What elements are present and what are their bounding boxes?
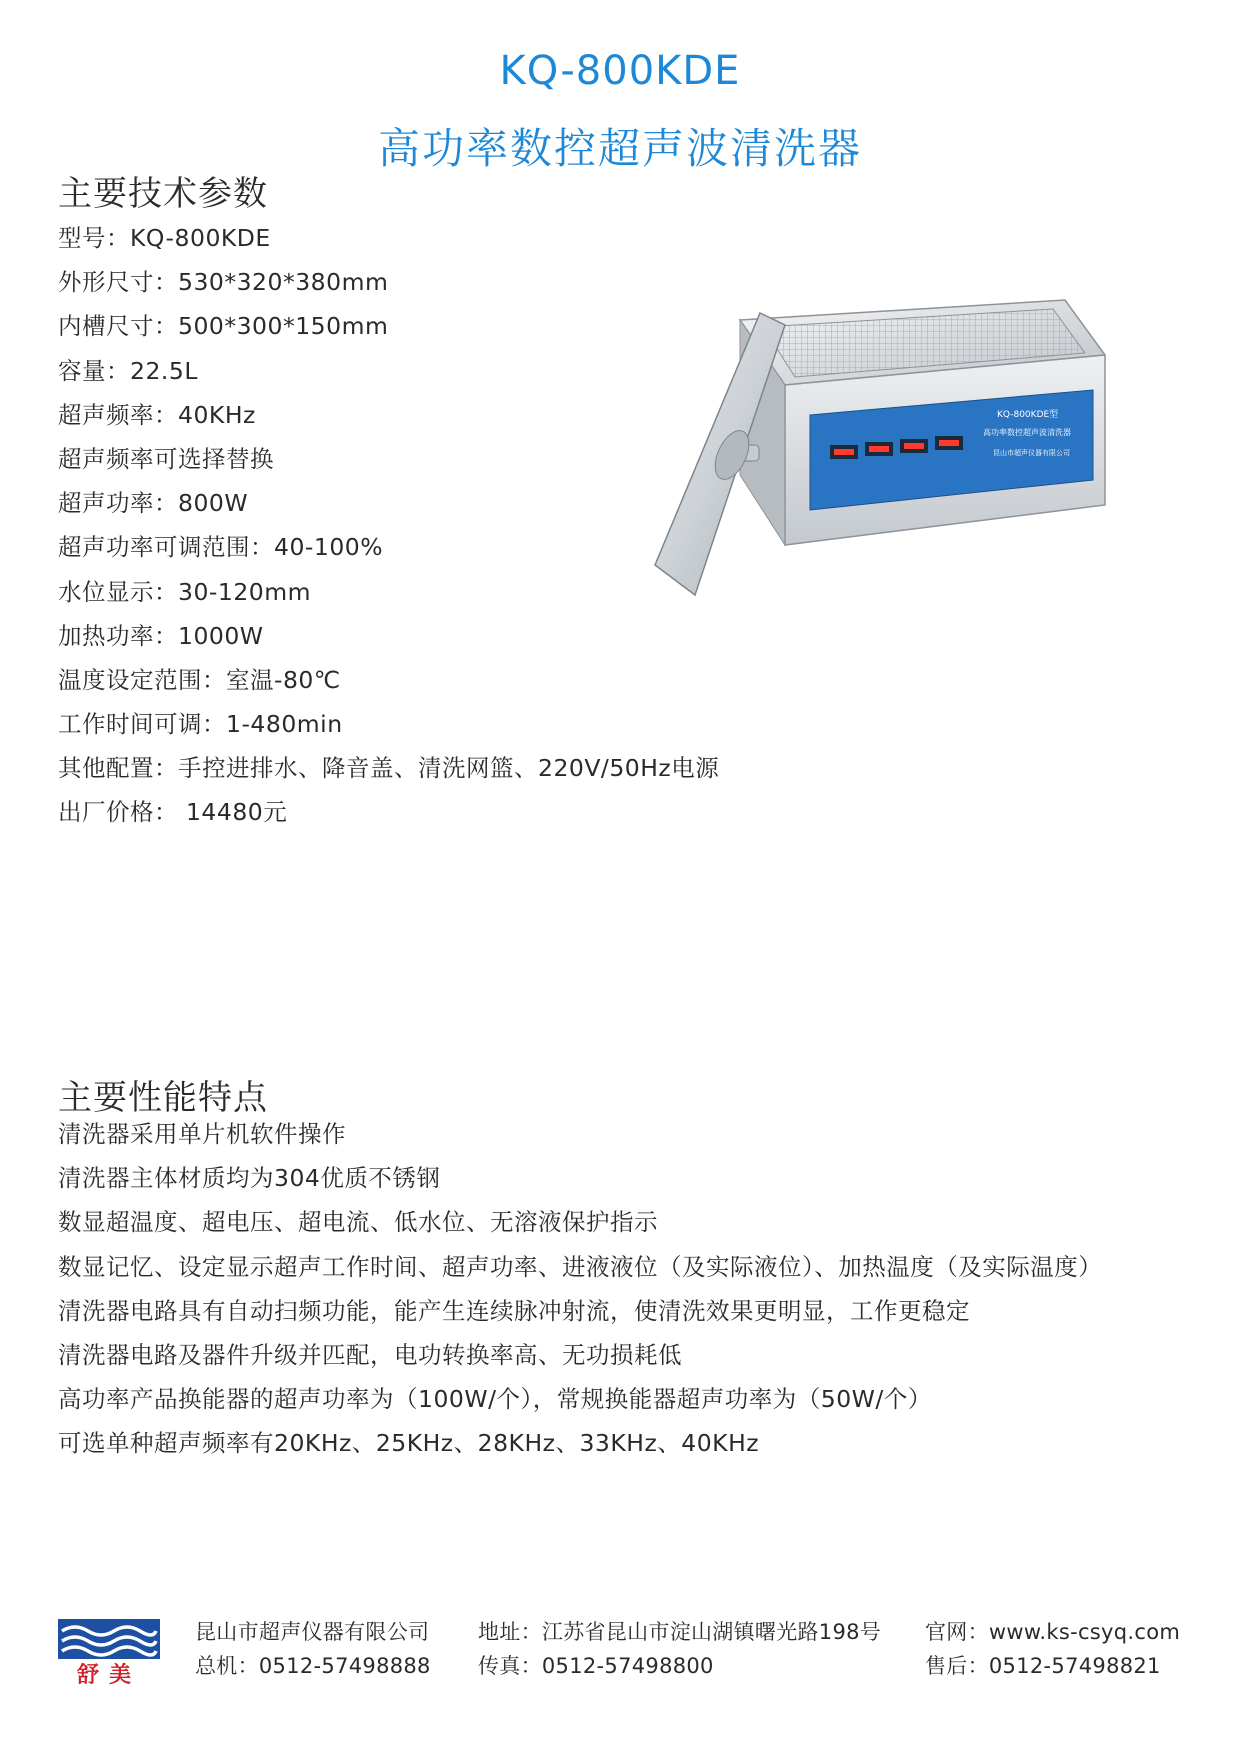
spec-outer-size: 外形尺寸：530*320*380mm (58, 268, 389, 297)
spec-other-config: 其他配置：手控进排水、降音盖、清洗网篮、220V/50Hz电源 (58, 754, 720, 783)
product-name-title: 高功率数控超声波清洗器 (377, 124, 862, 173)
spec-model: 型号：KQ-800KDE (58, 224, 271, 252)
logo-text: 舒美 (76, 1662, 142, 1687)
panel-label-model: KQ-800KDE型 (997, 410, 1059, 420)
panel-label-name: 高功率数控超声波清洗器 (983, 428, 1071, 437)
spec-power-range: 超声功率可调范围：40-100% (58, 533, 384, 562)
product-model-title: KQ-800KDE (499, 48, 741, 94)
footer-address: 地址：江苏省昆山市淀山湖镇曙光路198号 (478, 1620, 882, 1644)
panel-label-company: 昆山市超声仪器有限公司 (993, 449, 1070, 457)
spec-list (58, 216, 719, 835)
spec-heating-power: 加热功率：1000W (58, 621, 264, 650)
feature-item: 高功率产品换能器的超声功率为（100W/个），常规换能器超声功率为（50W/个） (58, 1385, 932, 1414)
spec-power: 超声功率：800W (58, 489, 249, 518)
ultrasonic-cleaner-illustration (645, 295, 1125, 675)
spec-temperature-range: 温度设定范围：室温-80℃ (58, 665, 341, 694)
feature-item: 数显记忆、设定显示超声工作时间、超声功率、进液液位（及实际液位）、加热温度（及实际温度） (58, 1252, 1103, 1281)
footer-website-link[interactable]: 官网：www.ks-csyq.com (925, 1620, 1181, 1644)
feature-item: 数显超温度、超电压、超电流、低水位、无溶液保护指示 (58, 1208, 658, 1237)
spec-frequency: 超声频率：40KHz (58, 400, 256, 429)
feature-item: 可选单种超声频率有20KHz、25KHz、28KHz、33KHz、40KHz (58, 1429, 760, 1458)
specs-heading: 主要技术参数 (58, 174, 268, 214)
footer-address-block (478, 1615, 881, 1683)
footer-web-block (925, 1615, 1180, 1683)
feature-item: 清洗器采用单片机软件操作 (58, 1120, 346, 1148)
spec-water-level: 水位显示：30-120mm (58, 577, 312, 606)
feature-item: 清洗器电路及器件升级并匹配，电功转换率高、无功损耗低 (58, 1340, 682, 1369)
spec-work-time: 工作时间可调：1-480min (58, 710, 343, 739)
features-heading: 主要性能特点 (58, 1078, 268, 1118)
spec-frequency-option: 超声频率可选择替换 (58, 444, 274, 473)
spec-price: 出厂价格： 14480元 (58, 798, 288, 827)
feature-list (58, 1112, 1102, 1466)
feature-item: 清洗器主体材质均为304优质不锈钢 (58, 1164, 441, 1193)
footer (0, 1615, 1240, 1695)
footer-phone: 总机：0512-57498888 (195, 1654, 431, 1678)
spec-inner-size: 内槽尺寸：500*300*150mm (58, 312, 389, 341)
footer-aftersales: 售后：0512-57498821 (925, 1654, 1161, 1678)
footer-fax: 传真：0512-57498800 (478, 1654, 714, 1678)
footer-company-block (195, 1615, 431, 1683)
spec-capacity: 容量：22.5L (58, 356, 198, 385)
wave-logo-icon (58, 1619, 160, 1687)
footer-company-name: 昆山市超声仪器有限公司 (195, 1620, 430, 1644)
feature-item: 清洗器电路具有自动扫频功能，能产生连续脉冲射流，使清洗效果更明显，工作更稳定 (58, 1296, 970, 1325)
